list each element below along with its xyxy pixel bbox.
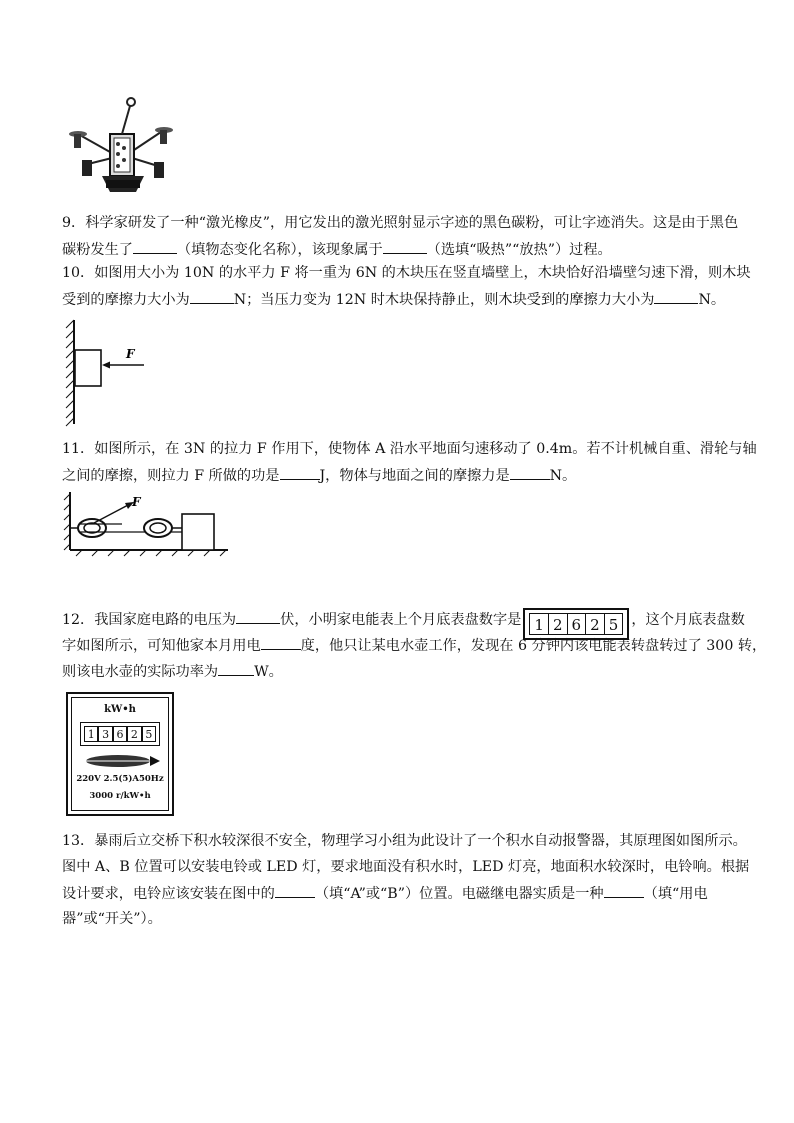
meter-reading-this-month <box>80 722 160 746</box>
meter-digit: 3 <box>98 726 112 742</box>
meter-digit: 6 <box>568 614 587 634</box>
force-label: F <box>126 347 135 361</box>
q12-line-1 <box>62 604 745 636</box>
q11-line-2 <box>62 464 576 487</box>
meter-digit: 1 <box>530 614 549 634</box>
q13-line-1: 13．暴雨后立交桥下积水较深很不安全，物理学习小组为此设计了一个积水自动报警器，其原理图如图所示。 <box>62 833 747 849</box>
q11-text: N。 <box>549 468 577 484</box>
q10-text: 受到的摩擦力大小为 <box>62 292 190 308</box>
q10-text: N。 <box>698 292 726 308</box>
drone-image <box>66 94 176 196</box>
q10-line-1: 10．如图用大小为 10N 的水平力 F 将一重为 6N 的木块压在竖直墙壁上，木块恰好沿墙壁匀速下滑，则木块 <box>62 265 751 281</box>
q9-text: （填物态变化名称），该现象属于 <box>176 242 383 258</box>
meter-unit-label: kW•h <box>104 704 136 715</box>
electricity-meter <box>66 692 174 816</box>
q12-text: 伏，小明家电能表上个月底表盘数字是 <box>280 612 522 628</box>
q9-text: （选填“吸热”“放热”）过程。 <box>426 242 612 258</box>
q12-text: 则该电水壶的实际功率为 <box>62 664 219 680</box>
q9-line-2 <box>62 238 612 261</box>
meter-rev-label: 3000 r/kW•h <box>89 791 151 801</box>
q11-blank-2[interactable] <box>510 464 550 480</box>
q9-blank-2[interactable] <box>383 238 427 254</box>
q12-text: 度，他只让某电水壶工作，发现在 6 分钟内该电能表转盘转过了 300 转， <box>300 638 767 654</box>
q12-line-2 <box>62 634 766 657</box>
q10-blank-2[interactable] <box>654 288 698 304</box>
q13-blank-2[interactable] <box>604 882 644 898</box>
force-label: F <box>132 495 141 509</box>
q11-text: J，物体与地面之间的摩擦力是 <box>319 468 510 484</box>
q10-blank-1[interactable] <box>190 288 234 304</box>
meter-digit: 2 <box>586 614 605 634</box>
q9-blank-1[interactable] <box>133 238 177 254</box>
q11-blank-1[interactable] <box>280 464 320 480</box>
wall-block-figure <box>62 318 152 428</box>
q12-blank-1[interactable] <box>236 608 280 624</box>
q9-text: 碳粉发生了 <box>62 242 133 258</box>
meter-disc-arrow <box>82 752 160 770</box>
q12-text: 12．我国家庭电路的电压为 <box>62 612 237 628</box>
q12-blank-3[interactable] <box>218 660 254 676</box>
q13-line-3 <box>62 882 708 905</box>
q11-text: 之间的摩擦，则拉力 F 所做的功是 <box>62 468 280 484</box>
q9-line-1: 9．科学家研发了一种“激光橡皮”，用它发出的激光照射显示字迹的黑色碳粉，可让字迹消失。这是由于黑色 <box>62 215 739 231</box>
q12-text: W。 <box>254 664 283 680</box>
meter-digit: 5 <box>608 616 619 634</box>
q13-line-4: 器”或“开关”）。 <box>62 911 162 927</box>
meter-spec-label: 220V 2.5(5)A50Hz <box>76 774 164 784</box>
q13-text: （填“用电 <box>643 886 708 902</box>
meter-digit: 5 <box>142 726 156 742</box>
meter-digit: 2 <box>127 726 141 742</box>
pulley-figure <box>62 490 232 558</box>
q12-text: 字如图所示，可知他家本月用电 <box>62 638 261 654</box>
q13-text: 设计要求，电铃应该安装在图中的 <box>62 886 275 902</box>
meter-digit: 1 <box>84 726 98 742</box>
q13-blank-1[interactable] <box>275 882 315 898</box>
q12-text: ，这个月底表盘数 <box>631 612 745 628</box>
q12-line-3 <box>62 660 283 683</box>
q10-line-2 <box>62 288 725 311</box>
q13-line-2: 图中 A、B 位置可以安装电铃或 LED 灯，要求地面没有积水时，LED 灯亮，地面积水较深时，电铃响。根据 <box>62 859 750 875</box>
meter-digit: 6 <box>113 726 127 742</box>
q13-text: （填“A”或“B”）位置。电磁继电器实质是一种 <box>314 886 604 902</box>
q12-blank-2[interactable] <box>261 634 301 650</box>
meter-digit: 2 <box>549 614 568 634</box>
q11-line-1: 11．如图所示，在 3N 的拉力 F 作用下，使物体 A 沿水平地面匀速移动了 0.4m。若不计机械自重、滑轮与轴 <box>62 441 757 457</box>
q10-text: N；当压力变为 12N 时木块保持静止，则木块受到的摩擦力大小为 <box>233 292 655 308</box>
